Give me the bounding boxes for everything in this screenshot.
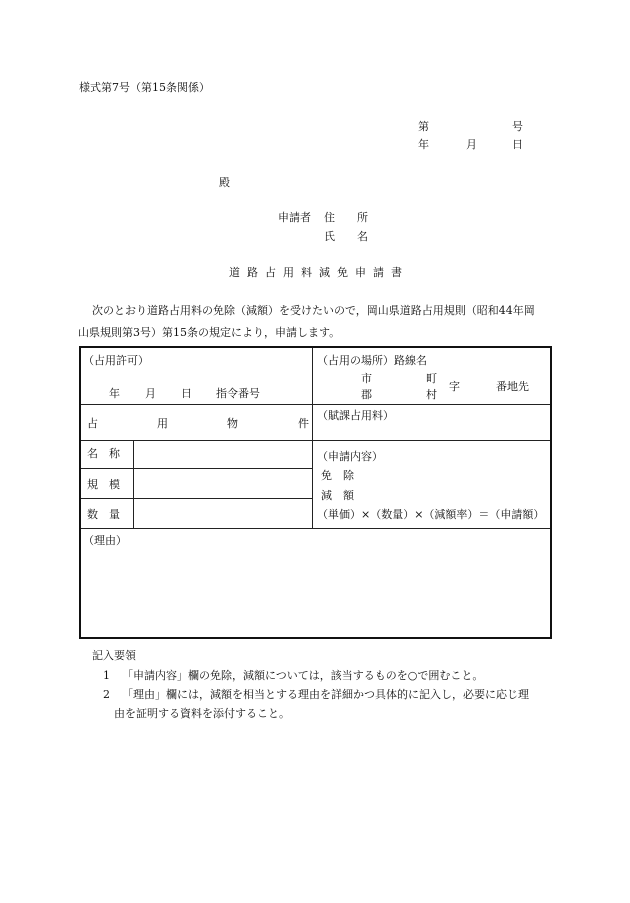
object-header-2: 用 (157, 417, 168, 430)
applicant-address-label: 住 所 (324, 211, 368, 224)
row-divider-name (81, 468, 312, 469)
application-form (79, 346, 552, 639)
notes-heading: 記入要領 (92, 649, 136, 662)
doc-number-prefix: 第 (418, 120, 429, 133)
request-label: （申請内容） (317, 450, 383, 463)
date-day: 日 (512, 138, 523, 151)
location-mura: 村 (426, 388, 437, 401)
permit-year: 年 (109, 387, 120, 400)
row-divider-scale (81, 498, 312, 499)
applicant-name-label: 氏 名 (324, 230, 368, 243)
row-label-name: 名 称 (87, 447, 120, 460)
request-formula: （単価）×（数量）×（減額率）＝（申請額） (317, 508, 545, 521)
permit-label: （占用許可） (83, 354, 149, 367)
location-aza: 字 (449, 380, 460, 393)
location-machi: 町 (426, 372, 437, 385)
form-number: 様式第7号（第15条関係） (79, 81, 210, 94)
reason-label: （理由） (83, 534, 127, 547)
object-header-4: 件 (298, 417, 309, 430)
note-2-number: 2 (103, 688, 110, 701)
intro-line-2: 山県規則第3号）第15条の規定により，申請します。 (78, 326, 341, 339)
row-label-quantity: 数 量 (87, 508, 120, 521)
row-label-scale: 規 模 (87, 478, 120, 491)
location-shi: 市 (361, 372, 372, 385)
doc-number-suffix: 号 (512, 120, 523, 133)
row-divider-permit (81, 404, 550, 405)
request-option-reduce: 減 額 (321, 489, 354, 502)
permit-day: 日 (181, 387, 192, 400)
date-month: 月 (466, 138, 477, 151)
date-year: 年 (418, 138, 429, 151)
location-banchi: 番地先 (496, 380, 529, 393)
col-divider-label (133, 440, 134, 528)
location-gun: 郡 (361, 388, 372, 401)
note-1-text: 「申請内容」欄の免除，減額については，該当するものを○で囲むこと。 (122, 669, 484, 682)
row-divider-fee (312, 440, 550, 441)
applicant-label: 申請者 (278, 211, 311, 224)
note-2-continuation: 由を証明する資料を添付すること。 (114, 707, 290, 720)
intro-line-1: 次のとおり道路占用料の免除（減額）を受けたいので，岡山県道路占用規則（昭和44年岡 (92, 304, 535, 317)
fee-label: （賦課占用料） (317, 409, 394, 422)
note-2-text: 「理由」欄には，減額を相当とする理由を詳細かつ具体的に記入し，必要に応じ理 (122, 688, 529, 701)
request-option-exempt: 免 除 (321, 469, 354, 482)
document-title: 道路占用料減免申請書 (229, 266, 409, 279)
addressee-suffix: 殿 (219, 176, 230, 189)
note-1-number: 1 (103, 669, 110, 682)
permit-number-label: 指令番号 (216, 387, 260, 400)
object-header-3: 物 (227, 417, 238, 430)
row-divider-object (81, 440, 312, 441)
row-divider-reason (81, 528, 550, 529)
col-divider-main (312, 348, 313, 528)
permit-month: 月 (145, 387, 156, 400)
object-header-1: 占 (87, 417, 98, 430)
location-label: （占用の場所）路線名 (317, 354, 427, 367)
intro-paragraph (78, 300, 553, 344)
